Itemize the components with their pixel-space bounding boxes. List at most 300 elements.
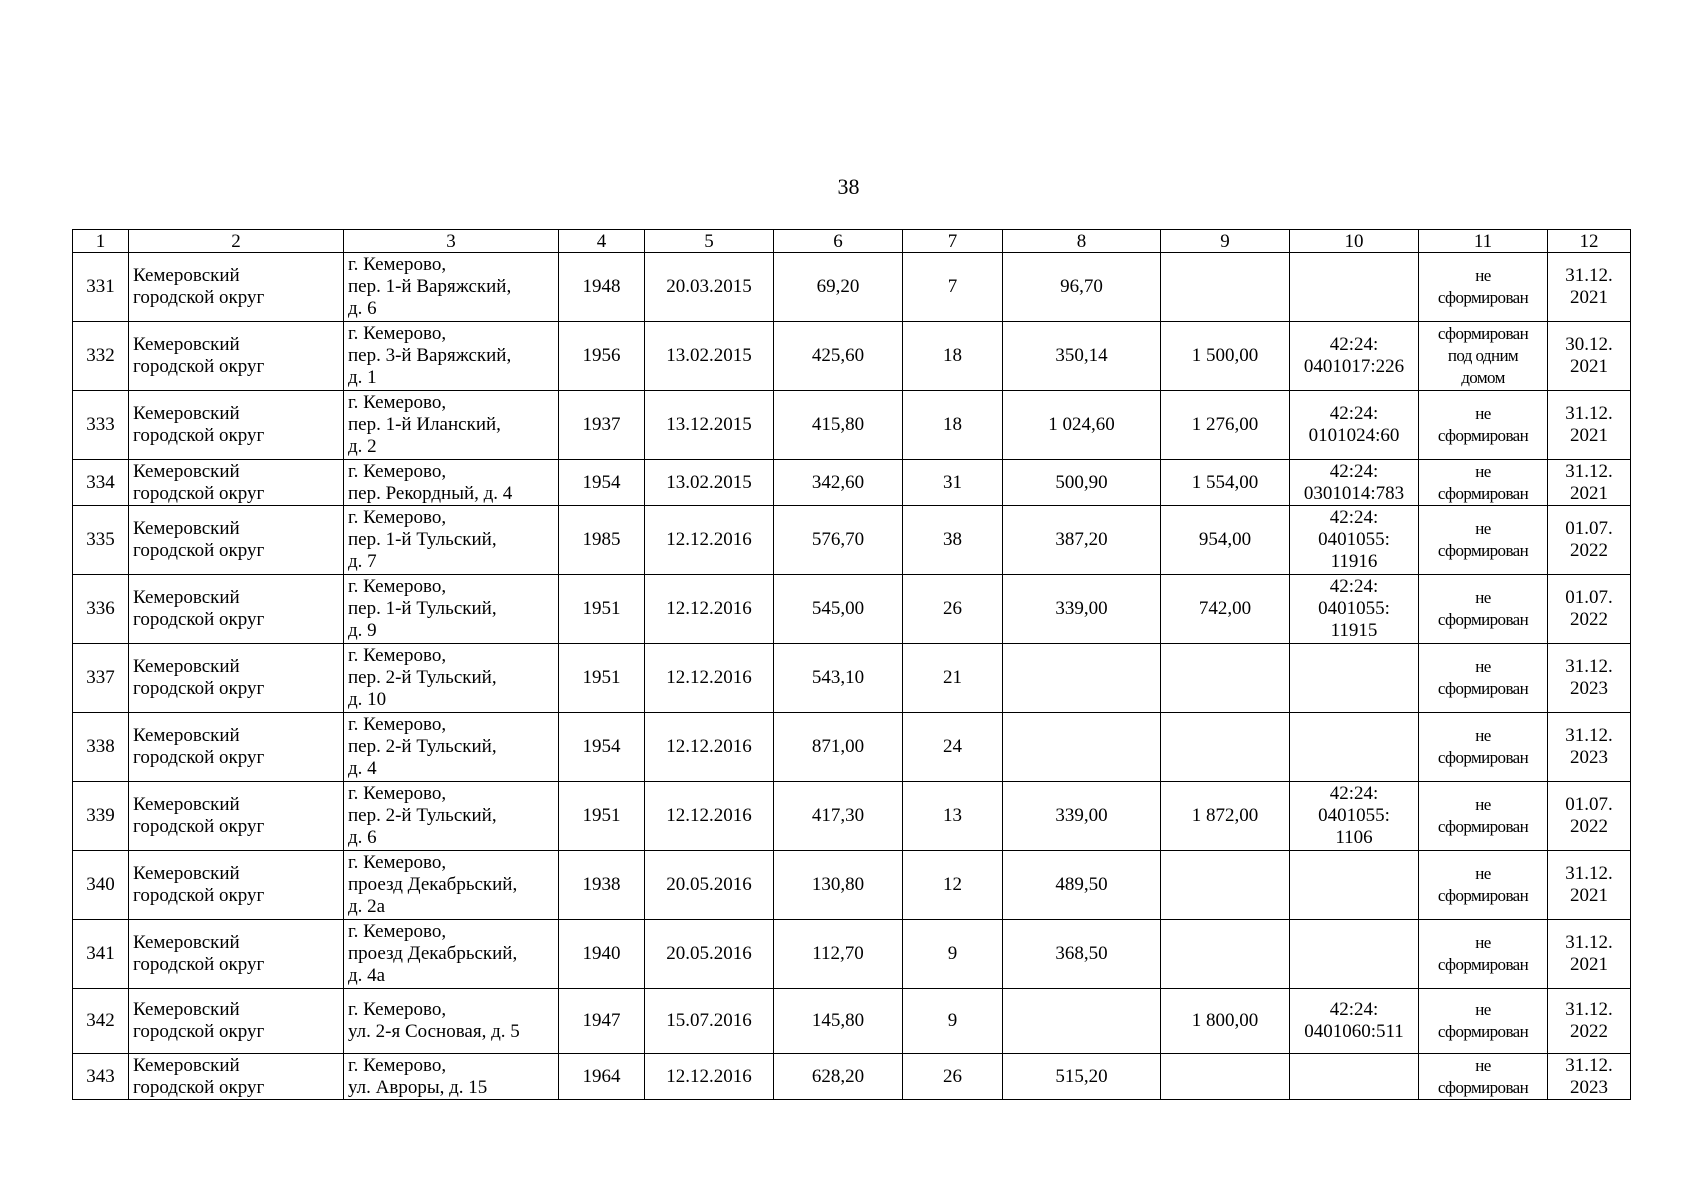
building-area-cell: 69,20 <box>774 253 903 322</box>
land-status-cell-line: сформирован <box>1437 1022 1529 1041</box>
deadline-cell-line: 2022 <box>1570 816 1608 837</box>
residents-count-cell: 26 <box>903 1054 1003 1100</box>
deadline-cell-line: 2021 <box>1570 356 1608 377</box>
land-area-cell <box>1003 713 1161 782</box>
land-area-cell <box>1003 644 1161 713</box>
land-status-cell-line: не <box>1475 266 1491 285</box>
recognition-date-cell: 13.02.2015 <box>645 460 774 506</box>
row-number-cell: 341 <box>73 920 129 989</box>
deadline-cell-line: 2022 <box>1570 609 1608 630</box>
district-cell-line: Кемеровский <box>133 999 240 1020</box>
row-number-cell: 343 <box>73 1054 129 1100</box>
recognition-date-cell: 12.12.2016 <box>645 713 774 782</box>
land-status-cell <box>1419 851 1548 920</box>
table-row <box>73 782 1631 851</box>
land-status-cell <box>1419 575 1548 644</box>
land-area-cell: 339,00 <box>1003 782 1161 851</box>
cost-cell <box>1161 713 1290 782</box>
residents-count-cell: 18 <box>903 322 1003 391</box>
residents-count-cell: 18 <box>903 391 1003 460</box>
address-cell-line: д. 2а <box>348 896 386 917</box>
land-status-cell-line: не <box>1475 795 1491 814</box>
row-number-cell: 334 <box>73 460 129 506</box>
cadastral-number-cell-line: 42:24: <box>1329 576 1379 597</box>
building-area-cell: 545,00 <box>774 575 903 644</box>
land-status-cell <box>1419 989 1548 1054</box>
deadline-cell-line: 01.07. <box>1565 794 1613 815</box>
build-year-cell: 1964 <box>559 1054 645 1100</box>
residents-count-cell: 21 <box>903 644 1003 713</box>
column-number-10: 10 <box>1290 230 1419 253</box>
column-number-1: 1 <box>73 230 129 253</box>
cadastral-number-cell <box>1290 713 1419 782</box>
building-area-cell: 628,20 <box>774 1054 903 1100</box>
building-area-cell: 576,70 <box>774 506 903 575</box>
land-status-cell <box>1419 782 1548 851</box>
row-number-cell: 331 <box>73 253 129 322</box>
district-cell-line: городской округ <box>133 425 265 446</box>
row-number-cell: 337 <box>73 644 129 713</box>
column-number-11: 11 <box>1419 230 1548 253</box>
district-cell <box>129 391 344 460</box>
table-row <box>73 575 1631 644</box>
address-cell-line: проезд Декабрьский, <box>348 943 518 964</box>
district-cell-line: городской округ <box>133 678 265 699</box>
residents-count-cell: 24 <box>903 713 1003 782</box>
deadline-cell <box>1548 391 1631 460</box>
residents-count-cell: 9 <box>903 920 1003 989</box>
address-cell <box>344 989 559 1054</box>
deadline-cell-line: 2022 <box>1570 540 1608 561</box>
build-year-cell: 1947 <box>559 989 645 1054</box>
column-number-3: 3 <box>344 230 559 253</box>
address-cell-line: г. Кемерово, <box>348 460 447 482</box>
column-number-row <box>73 230 1631 253</box>
recognition-date-cell: 13.02.2015 <box>645 322 774 391</box>
row-number-cell: 332 <box>73 322 129 391</box>
cadastral-number-cell-line: 0401060:511 <box>1304 1021 1404 1042</box>
deadline-cell-line: 01.07. <box>1565 518 1613 539</box>
address-cell-line: д. 7 <box>348 551 377 572</box>
land-status-cell-line: не <box>1475 726 1491 745</box>
land-area-cell: 96,70 <box>1003 253 1161 322</box>
address-cell <box>344 506 559 575</box>
cadastral-number-cell <box>1290 851 1419 920</box>
deadline-cell-line: 2023 <box>1570 1076 1608 1098</box>
deadline-cell <box>1548 644 1631 713</box>
cost-cell: 954,00 <box>1161 506 1290 575</box>
district-cell-line: Кемеровский <box>133 518 240 539</box>
land-status-cell-line: сформирован <box>1437 324 1529 343</box>
build-year-cell: 1951 <box>559 575 645 644</box>
deadline-cell-line: 31.12. <box>1565 656 1613 677</box>
deadline-cell-line: 31.12. <box>1565 265 1613 286</box>
table-row <box>73 253 1631 322</box>
table-row <box>73 322 1631 391</box>
address-cell <box>344 851 559 920</box>
table-row <box>73 1054 1631 1100</box>
deadline-cell-line: 31.12. <box>1565 932 1613 953</box>
land-status-cell <box>1419 322 1548 391</box>
district-cell <box>129 460 344 506</box>
land-status-cell <box>1419 460 1548 506</box>
deadline-cell <box>1548 782 1631 851</box>
row-number-cell: 333 <box>73 391 129 460</box>
row-number-cell: 336 <box>73 575 129 644</box>
address-cell-line: д. 10 <box>348 689 387 710</box>
recognition-date-cell: 20.05.2016 <box>645 920 774 989</box>
deadline-cell-line: 31.12. <box>1565 725 1613 746</box>
row-number-cell: 335 <box>73 506 129 575</box>
address-cell-line: д. 6 <box>348 298 377 319</box>
deadline-cell-line: 31.12. <box>1565 1054 1613 1076</box>
address-cell-line: г. Кемерово, <box>348 999 447 1020</box>
row-number-cell: 340 <box>73 851 129 920</box>
land-status-cell <box>1419 644 1548 713</box>
district-cell-line: городской округ <box>133 287 265 308</box>
district-cell <box>129 782 344 851</box>
cadastral-number-cell-line: 0301014:783 <box>1303 482 1405 504</box>
address-cell <box>344 253 559 322</box>
deadline-cell <box>1548 322 1631 391</box>
build-year-cell: 1956 <box>559 322 645 391</box>
deadline-cell <box>1548 506 1631 575</box>
build-year-cell: 1938 <box>559 851 645 920</box>
deadline-cell <box>1548 575 1631 644</box>
table-row <box>73 506 1631 575</box>
land-area-cell: 1 024,60 <box>1003 391 1161 460</box>
deadline-cell-line: 31.12. <box>1565 403 1613 424</box>
deadline-cell-line: 2021 <box>1570 287 1608 308</box>
cadastral-number-cell <box>1290 644 1419 713</box>
district-cell-line: Кемеровский <box>133 265 240 286</box>
land-status-cell <box>1419 506 1548 575</box>
land-status-cell-line: сформирован <box>1437 955 1529 974</box>
table-row <box>73 391 1631 460</box>
district-cell <box>129 851 344 920</box>
address-cell-line: ул. 2-я Сосновая, д. 5 <box>348 1021 520 1042</box>
cadastral-number-cell-line: 0401055: <box>1318 598 1390 619</box>
cadastral-number-cell <box>1290 506 1419 575</box>
land-status-cell-line: сформирован <box>1437 748 1529 767</box>
district-cell-line: городской округ <box>133 540 265 561</box>
cadastral-number-cell <box>1290 575 1419 644</box>
land-area-cell: 368,50 <box>1003 920 1161 989</box>
district-cell <box>129 322 344 391</box>
land-status-cell-line: не <box>1475 588 1491 607</box>
housing-register-table <box>72 229 1631 1100</box>
address-cell <box>344 713 559 782</box>
build-year-cell: 1985 <box>559 506 645 575</box>
address-cell-line: пер. 1-й Варяжский, <box>348 276 512 297</box>
building-area-cell: 342,60 <box>774 460 903 506</box>
address-cell <box>344 644 559 713</box>
cadastral-number-cell <box>1290 1054 1419 1100</box>
address-cell-line: пер. 1-й Тульский, <box>348 529 497 550</box>
district-cell-line: городской округ <box>133 356 265 377</box>
cadastral-number-cell-line: 42:24: <box>1329 999 1379 1020</box>
district-cell <box>129 1054 344 1100</box>
district-cell <box>129 644 344 713</box>
address-cell-line: д. 6 <box>348 827 377 848</box>
address-cell-line: г. Кемерово, <box>348 254 447 275</box>
residents-count-cell: 9 <box>903 989 1003 1054</box>
district-cell-line: Кемеровский <box>133 725 240 746</box>
row-number-cell: 338 <box>73 713 129 782</box>
land-status-cell <box>1419 713 1548 782</box>
row-number-cell: 339 <box>73 782 129 851</box>
column-number-2: 2 <box>129 230 344 253</box>
address-cell-line: д. 1 <box>348 367 377 388</box>
cadastral-number-cell-line: 42:24: <box>1329 460 1379 482</box>
recognition-date-cell: 12.12.2016 <box>645 506 774 575</box>
cost-cell <box>1161 1054 1290 1100</box>
column-number-9: 9 <box>1161 230 1290 253</box>
land-status-cell-line: не <box>1475 1000 1491 1019</box>
land-status-cell-line: не <box>1475 1055 1491 1075</box>
district-cell <box>129 575 344 644</box>
table-row <box>73 989 1631 1054</box>
land-status-cell <box>1419 253 1548 322</box>
cost-cell <box>1161 851 1290 920</box>
building-area-cell: 415,80 <box>774 391 903 460</box>
deadline-cell <box>1548 253 1631 322</box>
land-status-cell-line: не <box>1475 933 1491 952</box>
cost-cell: 1 872,00 <box>1161 782 1290 851</box>
cadastral-number-cell-line: 42:24: <box>1329 783 1379 804</box>
cadastral-number-cell-line: 0101024:60 <box>1308 425 1400 446</box>
deadline-cell-line: 31.12. <box>1565 863 1613 884</box>
building-area-cell: 543,10 <box>774 644 903 713</box>
address-cell <box>344 575 559 644</box>
address-cell-line: г. Кемерово, <box>348 1054 447 1076</box>
deadline-cell <box>1548 851 1631 920</box>
recognition-date-cell: 12.12.2016 <box>645 782 774 851</box>
build-year-cell: 1954 <box>559 460 645 506</box>
column-number-7: 7 <box>903 230 1003 253</box>
district-cell-line: городской округ <box>133 816 265 837</box>
build-year-cell: 1948 <box>559 253 645 322</box>
building-area-cell: 417,30 <box>774 782 903 851</box>
district-cell-line: городской округ <box>133 747 265 768</box>
address-cell-line: г. Кемерово, <box>348 852 447 873</box>
building-area-cell: 112,70 <box>774 920 903 989</box>
land-status-cell <box>1419 920 1548 989</box>
recognition-date-cell: 20.03.2015 <box>645 253 774 322</box>
address-cell <box>344 322 559 391</box>
address-cell-line: г. Кемерово, <box>348 507 447 528</box>
address-cell-line: пер. 1-й Иланский, <box>348 414 501 435</box>
address-cell-line: д. 2 <box>348 436 377 457</box>
deadline-cell-line: 01.07. <box>1565 587 1613 608</box>
district-cell-line: городской округ <box>133 885 265 906</box>
recognition-date-cell: 15.07.2016 <box>645 989 774 1054</box>
address-cell <box>344 782 559 851</box>
column-number-12: 12 <box>1548 230 1631 253</box>
column-number-4: 4 <box>559 230 645 253</box>
cadastral-number-cell <box>1290 253 1419 322</box>
cadastral-number-cell <box>1290 920 1419 989</box>
land-status-cell-line: не <box>1475 461 1491 481</box>
district-cell-line: Кемеровский <box>133 656 240 677</box>
address-cell-line: д. 9 <box>348 620 377 641</box>
land-status-cell-line: не <box>1475 404 1491 423</box>
deadline-cell <box>1548 989 1631 1054</box>
address-cell-line: г. Кемерово, <box>348 921 447 942</box>
building-area-cell: 145,80 <box>774 989 903 1054</box>
cost-cell: 1 554,00 <box>1161 460 1290 506</box>
address-cell-line: проезд Декабрьский, <box>348 874 518 895</box>
address-cell <box>344 920 559 989</box>
district-cell <box>129 920 344 989</box>
land-area-cell <box>1003 989 1161 1054</box>
cadastral-number-cell-line: 42:24: <box>1329 334 1379 355</box>
building-area-cell: 871,00 <box>774 713 903 782</box>
residents-count-cell: 7 <box>903 253 1003 322</box>
land-status-cell <box>1419 1054 1548 1100</box>
land-area-cell: 515,20 <box>1003 1054 1161 1100</box>
deadline-cell-line: 31.12. <box>1565 460 1613 482</box>
deadline-cell-line: 2023 <box>1570 747 1608 768</box>
deadline-cell-line: 2021 <box>1570 425 1608 446</box>
land-status-cell-line: не <box>1475 657 1491 676</box>
cost-cell <box>1161 644 1290 713</box>
table-body <box>73 253 1631 1100</box>
cadastral-number-cell-line: 0401055: <box>1318 805 1390 826</box>
table-row <box>73 713 1631 782</box>
address-cell-line: г. Кемерово, <box>348 783 447 804</box>
district-cell-line: Кемеровский <box>133 932 240 953</box>
address-cell-line: г. Кемерово, <box>348 323 447 344</box>
land-status-cell-line: сформирован <box>1437 610 1529 629</box>
table-row <box>73 460 1631 506</box>
address-cell <box>344 1054 559 1100</box>
cost-cell: 742,00 <box>1161 575 1290 644</box>
deadline-cell-line: 31.12. <box>1565 999 1613 1020</box>
land-status-cell-line: сформирован <box>1437 541 1529 560</box>
district-cell-line: Кемеровский <box>133 587 240 608</box>
district-cell-line: городской округ <box>133 1021 265 1042</box>
address-cell-line: пер. 3-й Варяжский, <box>348 345 512 366</box>
recognition-date-cell: 13.12.2015 <box>645 391 774 460</box>
land-area-cell: 387,20 <box>1003 506 1161 575</box>
deadline-cell-line: 2021 <box>1570 954 1608 975</box>
column-number-5: 5 <box>645 230 774 253</box>
land-status-cell-line: сформирован <box>1437 1077 1529 1097</box>
district-cell-line: городской округ <box>133 1076 265 1098</box>
land-area-cell: 350,14 <box>1003 322 1161 391</box>
address-cell-line: д. 4а <box>348 965 386 986</box>
district-cell-line: городской округ <box>133 609 265 630</box>
address-cell <box>344 460 559 506</box>
deadline-cell-line: 30.12. <box>1565 334 1613 355</box>
build-year-cell: 1940 <box>559 920 645 989</box>
land-status-cell-line: сформирован <box>1437 483 1529 503</box>
recognition-date-cell: 12.12.2016 <box>645 644 774 713</box>
land-status-cell-line: домом <box>1461 368 1505 387</box>
address-cell-line: пер. 2-й Тульский, <box>348 805 497 826</box>
address-cell-line: г. Кемерово, <box>348 576 447 597</box>
land-status-cell-line: не <box>1475 864 1491 883</box>
build-year-cell: 1954 <box>559 713 645 782</box>
cost-cell <box>1161 253 1290 322</box>
build-year-cell: 1937 <box>559 391 645 460</box>
residents-count-cell: 26 <box>903 575 1003 644</box>
column-number-8: 8 <box>1003 230 1161 253</box>
land-status-cell-line: сформирован <box>1437 288 1529 307</box>
build-year-cell: 1951 <box>559 782 645 851</box>
district-cell <box>129 713 344 782</box>
land-status-cell-line: сформирован <box>1437 886 1529 905</box>
cost-cell: 1 800,00 <box>1161 989 1290 1054</box>
deadline-cell-line: 2021 <box>1570 482 1608 504</box>
deadline-cell <box>1548 920 1631 989</box>
deadline-cell-line: 2022 <box>1570 1021 1608 1042</box>
district-cell-line: городской округ <box>133 482 265 504</box>
building-area-cell: 130,80 <box>774 851 903 920</box>
deadline-cell <box>1548 460 1631 506</box>
address-cell-line: пер. 1-й Тульский, <box>348 598 497 619</box>
land-status-cell <box>1419 391 1548 460</box>
residents-count-cell: 12 <box>903 851 1003 920</box>
land-area-cell: 500,90 <box>1003 460 1161 506</box>
cadastral-number-cell-line: 42:24: <box>1329 403 1379 424</box>
cost-cell <box>1161 920 1290 989</box>
deadline-cell <box>1548 713 1631 782</box>
recognition-date-cell: 12.12.2016 <box>645 575 774 644</box>
cadastral-number-cell-line: 0401055: <box>1318 529 1390 550</box>
cadastral-number-cell-line: 0401017:226 <box>1303 356 1405 377</box>
cadastral-number-cell-line: 11915 <box>1330 620 1378 641</box>
address-cell-line: г. Кемерово, <box>348 714 447 735</box>
table-row <box>73 851 1631 920</box>
address-cell-line: г. Кемерово, <box>348 392 447 413</box>
building-area-cell: 425,60 <box>774 322 903 391</box>
district-cell-line: Кемеровский <box>133 403 240 424</box>
district-cell <box>129 506 344 575</box>
column-number-6: 6 <box>774 230 903 253</box>
cadastral-number-cell <box>1290 782 1419 851</box>
land-status-cell-line: под одним <box>1447 346 1519 365</box>
page-number: 38 <box>837 174 860 199</box>
district-cell-line: Кемеровский <box>133 460 240 482</box>
district-cell-line: Кемеровский <box>133 1054 240 1076</box>
residents-count-cell: 31 <box>903 460 1003 506</box>
recognition-date-cell: 12.12.2016 <box>645 1054 774 1100</box>
district-cell-line: Кемеровский <box>133 863 240 884</box>
cadastral-number-cell <box>1290 989 1419 1054</box>
land-status-cell-line: не <box>1475 519 1491 538</box>
build-year-cell: 1951 <box>559 644 645 713</box>
address-cell-line: пер. Рекордный, д. 4 <box>348 482 513 504</box>
cost-cell: 1 500,00 <box>1161 322 1290 391</box>
district-cell-line: Кемеровский <box>133 794 240 815</box>
row-number-cell: 342 <box>73 989 129 1054</box>
district-cell <box>129 253 344 322</box>
address-cell-line: пер. 2-й Тульский, <box>348 667 497 688</box>
table-row <box>73 644 1631 713</box>
residents-count-cell: 38 <box>903 506 1003 575</box>
district-cell-line: городской округ <box>133 954 265 975</box>
cadastral-number-cell-line: 42:24: <box>1329 507 1379 528</box>
address-cell <box>344 391 559 460</box>
district-cell-line: Кемеровский <box>133 334 240 355</box>
cadastral-number-cell <box>1290 322 1419 391</box>
deadline-cell-line: 2021 <box>1570 885 1608 906</box>
cadastral-number-cell <box>1290 391 1419 460</box>
land-status-cell-line: сформирован <box>1437 817 1529 836</box>
land-area-cell: 339,00 <box>1003 575 1161 644</box>
